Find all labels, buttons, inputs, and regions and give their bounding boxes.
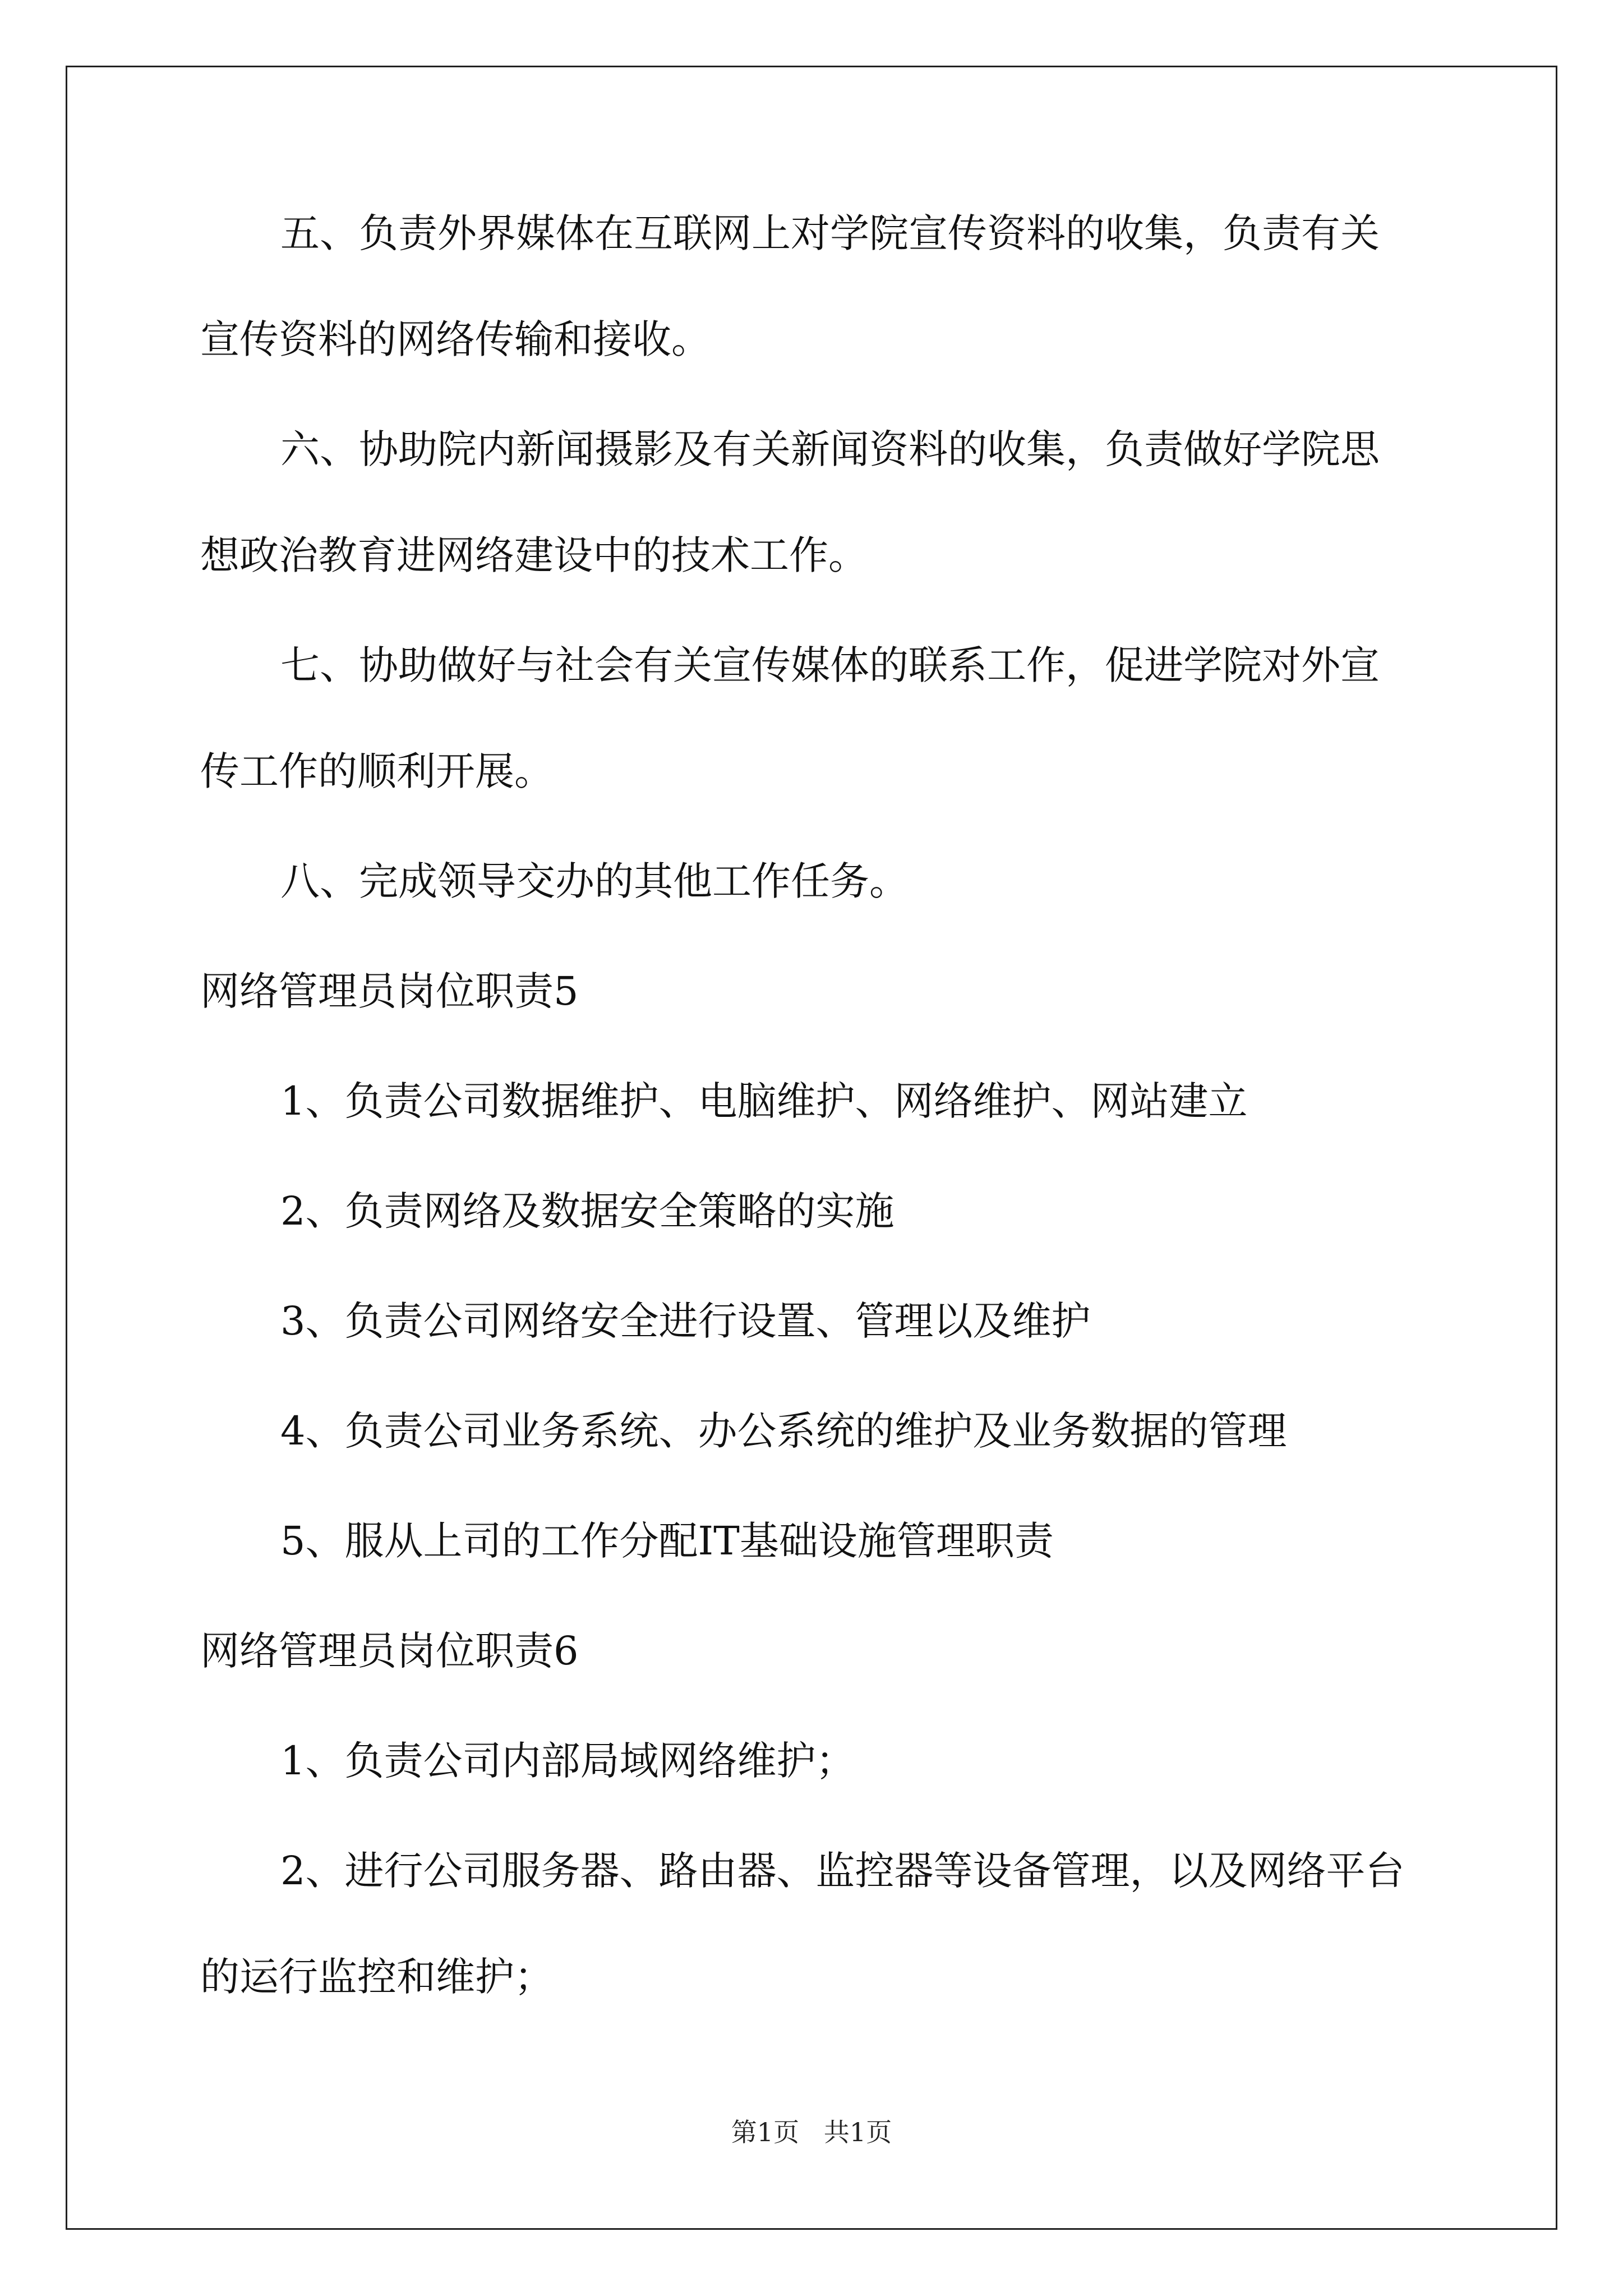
document-body [200,208,1428,2003]
paragraph-line: 想政治教育进网络建设中的技术工作。 [200,532,868,578]
list-item: 5、服从上司的工作分配IT基础设施管理职责 [280,1518,1054,1564]
paragraph-5 [200,208,1428,366]
paragraph-line: 五、负责外界媒体在互联网上对学院宣传资料的收集，负责有关 [280,210,1380,256]
section-heading-5: 网络管理员岗位职责5 [200,968,579,1014]
list-item: 1、负责公司内部局域网络维护； [280,1738,855,1784]
paragraph-line: 八、完成领导交办的其他工作任务。 [280,858,909,904]
page-number-footer: 第1页 共1页 [731,2117,892,2147]
paragraph-7 [200,639,1428,798]
paragraph-line: 的运行监控和维护； [200,1954,554,2000]
list-item: 3、负责公司网络安全进行设置、管理以及维护 [280,1298,1091,1344]
list-item [200,1845,1428,2003]
section-heading-6: 网络管理员岗位职责6 [200,1628,579,1674]
paragraph-line: 七、协助做好与社会有关宣传媒体的联系工作，促进学院对外宣 [280,642,1380,688]
paragraph-6 [200,424,1428,582]
paragraph-8 [200,855,1428,908]
list-item: 1、负责公司数据维护、电脑维护、网络维护、网站建立 [280,1078,1248,1124]
paragraph-line: 六、协助院内新闻摄影及有关新闻资料的收集，负责做好学院思 [280,426,1380,472]
list-item: 2、负责网络及数据安全策略的实施 [280,1188,895,1234]
paragraph-line: 宣传资料的网络传输和接收。 [200,316,711,362]
paragraph-line: 2、进行公司服务器、路由器、监控器等设备管理，以及网络平台 [280,1848,1405,1894]
list-item: 4、负责公司业务系统、办公系统的维护及业务数据的管理 [280,1408,1287,1454]
paragraph-line: 传工作的顺利开展。 [200,748,554,794]
